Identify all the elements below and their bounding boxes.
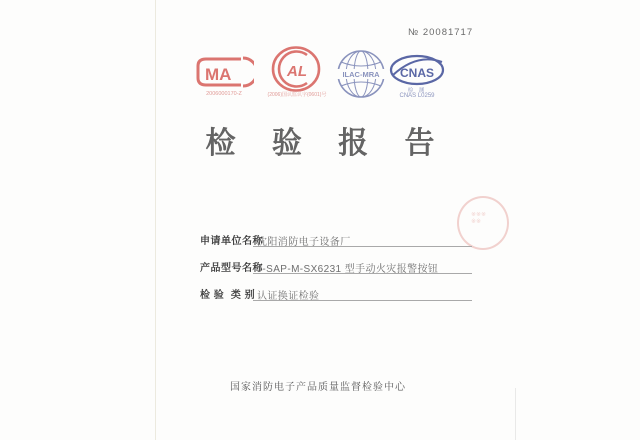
ilac-band-text: ILAC-MRA bbox=[342, 70, 380, 79]
cal-cert-number: (2006)国认监认字(0601)号 bbox=[267, 92, 327, 98]
field-label: 检 验 类 别 bbox=[200, 290, 256, 301]
cnas-logo bbox=[389, 53, 445, 87]
issuing-organization: 国家消防电子产品质量监督检验中心 bbox=[230, 382, 406, 393]
cma-cert-number: 2006000170-Z bbox=[206, 91, 242, 97]
cnas-letters: CNAS bbox=[399, 66, 435, 80]
ilac-mra-logo bbox=[335, 48, 387, 100]
scan-fold-line bbox=[155, 0, 156, 440]
report-number-symbol: № bbox=[408, 27, 420, 38]
field-product-model bbox=[200, 257, 472, 275]
report-number-value: 20081717 bbox=[422, 27, 474, 38]
scan-scratch-mark bbox=[515, 388, 516, 440]
field-applicant-name bbox=[200, 230, 472, 248]
field-label: 申请单位名称 bbox=[200, 236, 263, 247]
cnas-mark-type: 检 测 bbox=[407, 88, 427, 94]
field-value: 沈阳消防电子设备厂 bbox=[257, 237, 351, 248]
cma-logo bbox=[194, 54, 254, 90]
red-seal-stamp-text: ※※※ ※※ bbox=[471, 212, 487, 225]
cal-logo bbox=[270, 45, 322, 93]
field-value: J-SAP-M-SX6231 型手动火灾报警按钮 bbox=[257, 264, 439, 275]
field-label: 产品型号名称 bbox=[200, 263, 263, 274]
report-number bbox=[408, 27, 473, 38]
field-inspection-category bbox=[200, 284, 472, 302]
cal-letters: AL bbox=[287, 63, 307, 80]
field-value: 认证换证检验 bbox=[257, 291, 320, 302]
document-title: 检 验 报 告 bbox=[205, 127, 449, 160]
cma-letters: MA bbox=[205, 65, 232, 84]
cnas-cert-number: CNAS L0259 bbox=[399, 93, 435, 99]
